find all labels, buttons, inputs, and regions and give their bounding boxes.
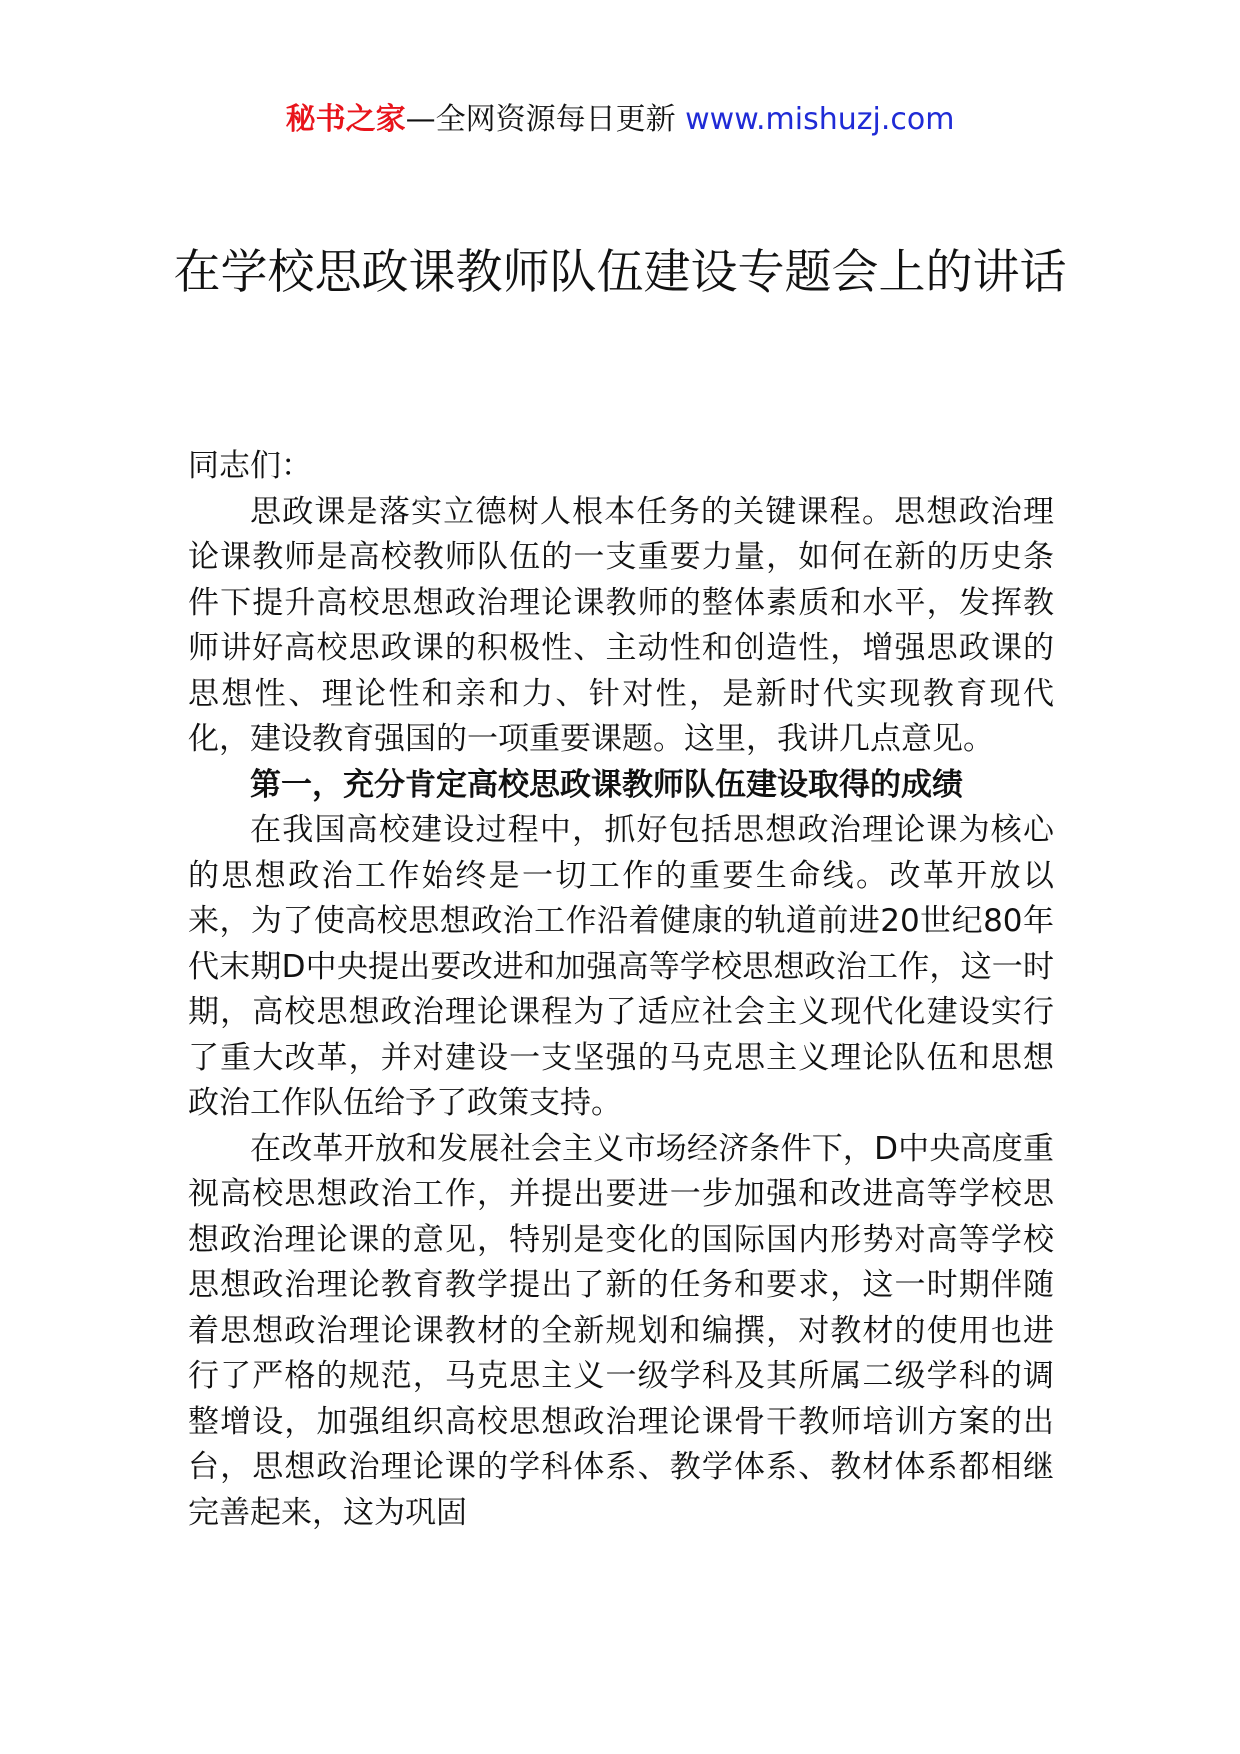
section-heading: 第一，充分肯定高校思政课教师队伍建设取得的成绩 <box>250 766 963 803</box>
site-url-link[interactable]: www.mishuzj.com <box>685 102 955 137</box>
site-banner <box>0 100 1240 140</box>
paragraph: 思政课是落实立德树人根本任务的关键课程。思想政治理论课教师是高校教师队伍的一支重要力量，如何在新的历史条件下提升高校思想政治理论课教师的整体素质和水平，发挥教师讲好高校思政课的积极性、主动性和创造性，增强思政课的思想性、理论性和亲和力、针对性，是新时代实现教育现代化，建设教育强国的一项重要课题。这里，我讲几点意见。 <box>188 493 1054 757</box>
document-body <box>188 444 1054 1536</box>
brand-name: 秘书之家 <box>285 102 406 137</box>
document-title: 在学校思政课教师队伍建设专题会上的讲话 <box>173 245 1067 300</box>
salutation: 同志们： <box>188 448 312 484</box>
paragraph: 在改革开放和发展社会主义市场经济条件下，D中央高度重视高校思想政治工作，并提出要进一步加强和改进高等学校思想政治理论课的意见，特别是变化的国际国内形势对高等学校思想政治理论教育教学提出了新的任务和要求，这一时期伴随着思想政治理论课教材的全新规划和编撰，对教材的使用也进行了严格的规范，马克思主义一级学科及其所属二级学科的调整增设，加强组织高校思想政治理论课骨干教师培训方案的出台，思想政治理论课的学科体系、教学体系、教材体系都相继完善起来，这为巩固 <box>188 1130 1054 1531</box>
banner-slogan: —全网资源每日更新 <box>405 102 686 137</box>
paragraph: 在我国高校建设过程中，抓好包括思想政治理论课为核心的思想政治工作始终是一切工作的重要生命线。改革开放以来，为了使高校思想政治工作沿着健康的轨道前进20世纪80年代末期D中央提出要改进和加强高等学校思想政治工作，这一时期，高校思想政治理论课程为了适应社会主义现代化建设实行了重大改革，并对建设一支坚强的马克思主义理论队伍和思想政治工作队伍给予了政策支持。 <box>188 812 1054 1121</box>
